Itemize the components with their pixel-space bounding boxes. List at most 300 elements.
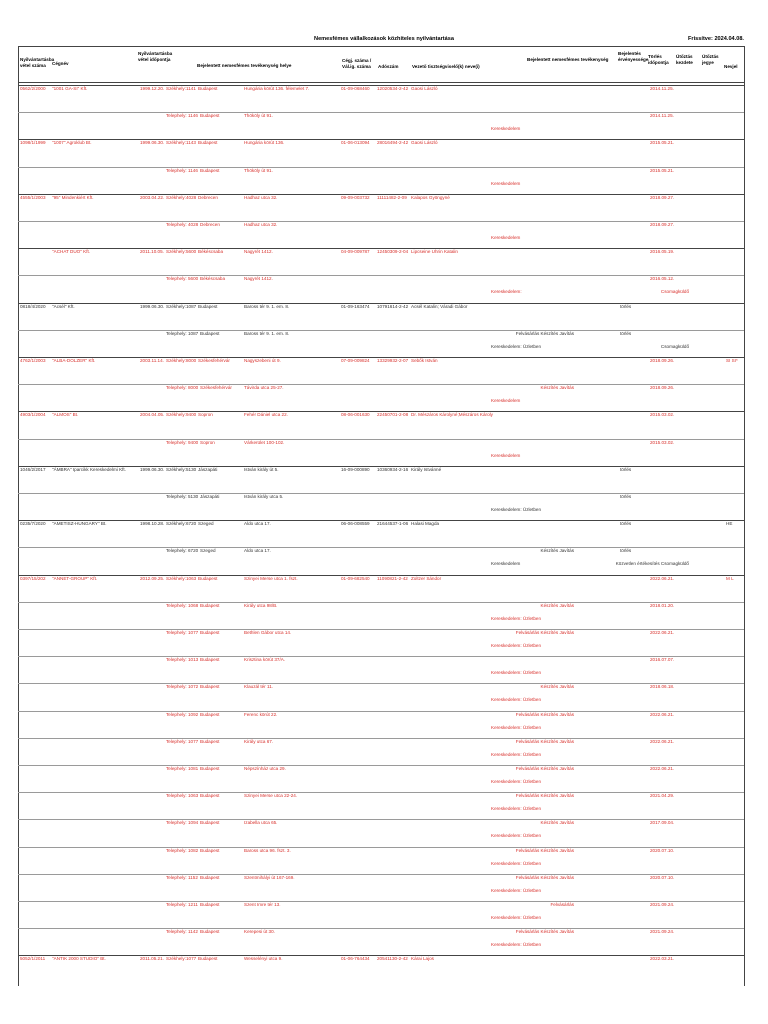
location-kind: Telephely: [166, 711, 187, 717]
location-kind: Telephely: [166, 548, 187, 554]
location-city: Békéscsaba [198, 249, 224, 255]
location-city: Budapest [200, 766, 220, 771]
address: Aldo utca 17. [244, 548, 271, 554]
col-header-product: Bejelentés érvényessége [618, 51, 649, 62]
address: Szinyei Merse utca 1. fszt. [244, 575, 298, 581]
cg-number: 01-09-163474 [341, 303, 370, 309]
row-divider [18, 656, 744, 657]
manager-name: Kárai Lajos [411, 956, 434, 962]
location-city: Debrecen [198, 194, 218, 200]
col-header-deleted: Törlés időpontja [648, 54, 669, 65]
cg-number: 01-06-764434 [341, 956, 370, 962]
entry-date: 2021.04.29. [650, 793, 675, 799]
category: Csomagküldő [660, 289, 689, 295]
location-zip: 8000 [188, 385, 199, 391]
location-zip: 1063 [188, 793, 199, 799]
company-name: "Acsél" Kft. [52, 303, 75, 309]
reg-number: 0562/2/2000 [20, 86, 46, 91]
address: Hungária körút 136. félemelet 7. [244, 86, 310, 91]
activity-trade: Kereskedelem: Üzletben [491, 806, 542, 812]
entry-date: 2018.06.18. [650, 684, 675, 690]
location-kind: Telephely: [166, 222, 187, 227]
location-zip: 1081 [188, 766, 199, 771]
reg-date: 2004.04.05. [140, 412, 165, 418]
location-kind: Telephely: [166, 874, 187, 880]
entry-date: 2018.09.26. [650, 358, 675, 363]
header-top-rule [18, 46, 744, 47]
row-divider [18, 439, 744, 440]
col-header-manager: Vezető tisztségviselő(k) neve(i) [412, 64, 480, 69]
reg-number: 4762/1/2003 [20, 358, 46, 363]
location-zip: 1141 [186, 86, 196, 91]
address: Baross tér 9. 1. em. 8. [244, 303, 290, 309]
entry-date: 2015.03.02. [650, 412, 675, 418]
row-divider [18, 275, 744, 276]
location-city: Budapest [200, 820, 220, 826]
activity-trade: Kereskedelem: Üzletben [491, 507, 542, 512]
activity-trade: Kereskedelem: Üzletben [491, 833, 542, 839]
activity-trade: Kereskedelem: Üzletben [491, 915, 542, 920]
reg-date: 1999.06.30. [140, 140, 165, 146]
cg-number: 09-09-003732 [341, 194, 370, 200]
location-kind: Székhely: [166, 303, 186, 309]
tax-number: 21644537-1-06 [377, 521, 409, 527]
entry-date: 2018.09.27. [650, 194, 675, 200]
location-city: Budapest [200, 929, 220, 935]
mark: HE [726, 521, 733, 527]
manager-name: Dr. Mészáros Károlyné;Mészáros Károly [411, 412, 493, 418]
activity-extra: Felvásárlás Készítés Javítás [515, 630, 574, 635]
location-zip: 5600 [186, 249, 197, 255]
location-city: Budapest [200, 630, 220, 635]
row-divider [18, 847, 744, 848]
company-name: "ANNET-GROUP" Kft. [52, 575, 98, 581]
row-divider [18, 819, 744, 820]
location-city: Jászapáti [198, 466, 218, 472]
manager-name: Király Istvánné [411, 466, 442, 472]
address: Baross tér 9. 1. em. 8. [244, 330, 290, 336]
location-kind: Telephely: [166, 630, 187, 635]
entry-date: 2022.06.21. [650, 738, 675, 744]
company-name: "1001 GA-SI" Kft. [52, 86, 88, 91]
activity-trade: Kereskedelem: Üzletben [491, 643, 542, 648]
row-divider [18, 112, 744, 113]
location-zip: 9400 [186, 412, 197, 418]
entry-date: 2022.03.21. [650, 956, 675, 962]
address: István király utca 5. [244, 494, 284, 499]
reg-number: 1046/2/2017 [20, 466, 46, 472]
tax-number: 28016494-2-42 [377, 140, 409, 146]
location-city: Békéscsaba [200, 276, 226, 282]
activity-trade: Kereskedelem: Üzletben [491, 724, 542, 730]
activity-extra: Felvásárlás Készítés Javítás [515, 929, 574, 935]
activity-extra: Készítés Javítás [540, 684, 574, 690]
activity-extra: Készítés Javítás [540, 385, 574, 391]
manager-name: Acsél Katalin; Váradi Gábor [411, 303, 468, 309]
manager-name: Zoltzer Sándor [411, 575, 442, 581]
location-zip: 6720 [188, 548, 199, 554]
deleted: törlés [620, 548, 632, 554]
entry-date: 2015.03.02. [650, 439, 675, 445]
reg-number: 5052/1/2011 [20, 956, 46, 962]
location-zip: 5130 [186, 466, 197, 472]
location-city: Sopron [200, 439, 215, 445]
row-divider [18, 738, 744, 739]
cg-number: 07-09-009824 [341, 358, 370, 363]
activity-trade: Kereskedelem: Üzletben [491, 860, 542, 866]
address: Nagyrét 1412. [244, 249, 273, 255]
col-header-reg-no: Nyilvántartásba vétel száma [20, 57, 55, 68]
col-header-mark: Nevjel [724, 64, 738, 69]
location-zip: 1068 [188, 602, 199, 608]
location-kind: Telephely: [166, 113, 187, 119]
address: Várkerület 100-102. [244, 439, 285, 445]
activity-extra: Felvásárlás Készítés Javítás [515, 330, 574, 336]
company-name: "ÁMBRA" Iparcikk Kereskedelmi Kft. [52, 466, 126, 472]
location-kind: Telephely: [166, 847, 187, 853]
col-header-stamp-type: Ütőztás jegye [702, 54, 719, 65]
location-zip: 1142 [188, 929, 198, 935]
location-kind: Telephely: [166, 602, 187, 608]
entry-date: 2022.06.21. [650, 575, 675, 581]
location-kind: Székhely: [166, 194, 186, 200]
entry-date: 2018.01.20. [650, 602, 675, 608]
address: Bethlen Gábor utca 14. [244, 630, 292, 635]
location-zip: 1094 [188, 820, 199, 826]
location-zip: 9400 [188, 439, 199, 445]
location-city: Budapest [198, 956, 218, 962]
tax-number: 11111482-2-09 [377, 194, 407, 200]
deleted: törlés [620, 494, 632, 499]
reg-date: 1998.10.28. [140, 521, 165, 527]
location-city: Budapest [198, 140, 218, 146]
manager-name: Gaosi László [411, 140, 438, 146]
entry-date: 2020.07.10. [650, 874, 675, 880]
address: Király utca 98/B. [244, 602, 278, 608]
location-kind: Székhely: [166, 956, 186, 962]
entry-date: 2016.05.19. [650, 249, 675, 255]
right-border [744, 46, 745, 986]
location-kind: Székhely: [166, 466, 186, 472]
activity-trade: Kereskedelem [491, 561, 521, 567]
location-zip: 4028 [186, 194, 197, 200]
address: Kerepesi út 30. [244, 929, 275, 935]
tax-number: 10360934-2-16 [377, 466, 409, 472]
company-name: "ACHAT DUO" Kft. [52, 249, 91, 255]
location-city: Debrecen [200, 222, 220, 227]
location-kind: Telephely: [166, 793, 187, 799]
tax-number: 12450309-2-04 [377, 249, 409, 255]
col-header-stamp-start: Ütőztás kezdete [676, 54, 693, 65]
location-kind: Telephely: [166, 902, 187, 907]
location-city: Budapest [200, 602, 220, 608]
manager-name: Halasi Magda [411, 521, 440, 527]
location-city: Budapest [200, 657, 220, 663]
deleted: törlés [620, 330, 632, 336]
location-kind: Székhely: [166, 412, 186, 418]
cg-number: 01-09-682540 [341, 575, 370, 581]
activity-trade: Kereskedelem [491, 452, 521, 458]
row-divider [18, 384, 744, 385]
activity-trade: Kereskedelem: Üzletben [491, 615, 542, 621]
updated-date: Frissítve: 2024.04.08. [688, 36, 744, 42]
location-city: Budapest [200, 113, 220, 119]
cg-number: 06-06-008559 [341, 521, 370, 527]
entry-date: 2021.09.24. [650, 929, 675, 935]
col-header-tax-no: Adószám [378, 64, 399, 69]
row-divider [18, 792, 744, 793]
company-name: "AMETISZ-HUNGARY" Bt. [52, 521, 107, 527]
location-kind: Telephely: [166, 929, 187, 935]
location-zip: 1152 [188, 874, 198, 880]
reg-date: 2011.10.05. [140, 249, 164, 255]
deleted: törlés [620, 303, 632, 309]
location-city: Budapest [200, 711, 220, 717]
location-city: Budapest [200, 684, 220, 690]
reg-date: 2003.11.14. [140, 358, 164, 363]
activity-trade: Kereskedelem: Üzletben [491, 751, 542, 757]
address: Király utca 67. [244, 738, 274, 744]
entry-date: 2020.07.10. [650, 847, 675, 853]
location-city: Szeged [200, 548, 216, 554]
activity-extra: Felvásárlás [550, 902, 574, 907]
entry-date: 2014.11.25. [650, 113, 674, 119]
col-header-company: Cégnév [52, 61, 69, 66]
manager-name: Lipcseine Uhrin Katalin [411, 249, 458, 255]
activity-extra: Felvásárlás Készítés Javítás [515, 874, 574, 880]
location-city: Budapest [200, 902, 220, 907]
address: Szinyei Merse utca 22-24. [244, 793, 298, 799]
entry-date: 2018.09.26. [650, 385, 675, 391]
activity-trade: Kereskedelem: Üzletben [491, 697, 542, 703]
location-zip: 1211 [188, 902, 198, 907]
address: Népszínház utca 29. [244, 766, 286, 771]
location-zip: 8000 [186, 358, 197, 363]
location-kind: Telephely: [166, 684, 187, 690]
location-zip: 1077 [186, 956, 197, 962]
address: Hadhaz utca 32. [244, 194, 278, 200]
address: Nagyszebeni út 9. [244, 358, 281, 363]
activity-trade: Kereskedelem: [491, 289, 522, 295]
company-name: "1007" Agroklub Bt. [52, 140, 92, 146]
category: Csomagküldő [660, 343, 689, 349]
reg-number: 0397/15/202 [20, 575, 46, 581]
header-bottom-rule [18, 82, 744, 83]
activity-extra: Készítés Javítás [540, 548, 574, 554]
reg-date: 2011.05.21. [140, 956, 164, 962]
address: Hungária körút 136. [244, 140, 285, 146]
mark: M L [726, 575, 734, 581]
row-divider [18, 901, 744, 902]
row-divider [18, 928, 744, 929]
row-divider [18, 221, 744, 222]
activity-extra: Készítés Javítás [540, 602, 574, 608]
location-zip: 1077 [188, 738, 199, 744]
entry-date: 2015.05.21. [650, 140, 675, 146]
cg-number: 16-09-000890 [341, 466, 370, 472]
location-zip: 1077 [188, 630, 199, 635]
row-divider [18, 493, 744, 494]
col-header-cg-no: Cégj. száma / Vál.ig. száma [342, 58, 372, 69]
company-name: "ALBA-DOLZER" Kft. [52, 358, 96, 363]
location-city: Budapest [198, 575, 218, 581]
row-divider [18, 167, 744, 168]
location-kind: Telephely: [166, 820, 187, 826]
reg-number: 0818/4/2020 [20, 303, 46, 309]
entry-date: 2021.09.24. [650, 902, 675, 907]
location-kind: Székhely: [166, 575, 186, 581]
reg-date: 1999.06.30. [140, 303, 165, 309]
location-zip: 1092 [188, 711, 199, 717]
tax-number: 11090821-2-42 [377, 575, 408, 581]
location-kind: Telephely: [166, 276, 187, 282]
activity-trade: Kereskedelem [491, 126, 521, 132]
activity-trade: Kereskedelem: Üzletben [491, 670, 542, 676]
address: Thököly út 91. [244, 167, 273, 173]
row-divider [18, 711, 744, 712]
address: Nagyrét 1412. [244, 276, 273, 282]
entry-date: 2017.09.04. [650, 820, 675, 826]
reg-number: 0235/7/2020 [20, 521, 46, 527]
location-city: Szeged [198, 521, 214, 527]
activity-trade: Kereskedelem [491, 180, 521, 186]
activity-trade: Kereskedelem: Üzletben [491, 779, 542, 784]
activity-extra: Felvásárlás Készítés Javítás [515, 738, 574, 744]
reg-date: 2003.04.22. [140, 194, 165, 200]
col-header-reg-date: Nyilvántartásba vétel időpontja [138, 51, 173, 62]
reg-number: 4555/1/2003 [20, 194, 46, 200]
address: Fehér Dániel utca 22. [244, 412, 288, 418]
address: Izabella utca 65. [244, 820, 278, 826]
location-kind: Székhely: [166, 521, 186, 527]
location-zip: 1146 [188, 167, 198, 173]
reg-date: 2012.09.25. [140, 575, 165, 581]
entry-date: 2022.06.21. [650, 711, 675, 717]
company-name: "95" Mindenkiért Kft. [52, 194, 94, 200]
location-zip: 1072 [188, 684, 199, 690]
manager-name: Kalapos Gyöngyné [411, 194, 450, 200]
tax-number: 12020534-2-42 [377, 86, 409, 91]
reg-date: 1999.12.20. [140, 86, 165, 91]
activity-extra: Felvásárlás Készítés Javítás [515, 793, 574, 799]
mark: SI SI* [726, 358, 738, 363]
location-city: Székesfehérvár [200, 385, 232, 391]
location-city: Budapest [200, 330, 220, 336]
location-zip: 6720 [186, 521, 197, 527]
address: István király út 5. [244, 466, 279, 472]
location-zip: 1013 [188, 657, 199, 663]
address: Wesselényi utca 9. [244, 956, 283, 962]
entry-date: 2015.05.21. [650, 167, 675, 173]
cg-number: 04-09-009787 [341, 249, 370, 255]
activity-extra: Felvásárlás Készítés Javítás [515, 766, 574, 771]
row-divider [18, 683, 744, 684]
activity-extra: Felvásárlás Készítés Javítás [515, 711, 574, 717]
location-zip: 5130 [188, 494, 199, 499]
location-city: Jászapáti [200, 494, 220, 499]
col-header-location: Bejelentett nemesfémes tevékenység helye [197, 63, 292, 68]
activity-trade: Kereskedelem: Üzletben [491, 942, 542, 948]
company-name: "ANTIK 2000 STUDIO" Bt. [52, 956, 106, 962]
reg-number: 4903/1/2004 [20, 412, 46, 418]
location-zip: 1063 [186, 575, 197, 581]
row-divider [18, 330, 744, 331]
row-divider [18, 629, 744, 630]
location-city: Budapest [200, 874, 220, 880]
location-city: Budapest [198, 86, 218, 91]
tax-number: 20541130-2-42 [377, 956, 408, 962]
activity-trade: Kereskedelem [491, 235, 521, 240]
activity-trade: Kereskedelem [491, 398, 521, 404]
location-kind: Székhely: [166, 358, 186, 363]
location-city: Budapest [200, 847, 220, 853]
row-divider [18, 547, 744, 548]
location-zip: 1143 [186, 140, 196, 146]
address: Aldo utca 17. [244, 521, 271, 527]
deleted: törlés [620, 466, 632, 472]
address: Krisztina körút 37/A. [244, 657, 286, 663]
location-zip: 1087 [186, 303, 197, 309]
location-kind: Telephely: [166, 439, 187, 445]
entry-date: 2022.06.21. [650, 766, 675, 771]
location-kind: Székhely: [166, 86, 186, 91]
location-kind: Telephely: [166, 167, 187, 173]
manager-name: Gaosi László [411, 86, 438, 91]
row-divider [18, 765, 744, 766]
address: Hadhaz utca 32. [244, 222, 278, 227]
tax-number: 10791614-2-42 [377, 303, 409, 309]
location-city: Budapest [200, 167, 220, 173]
address: Távirda utca 25-27. [244, 385, 284, 391]
tax-number: 22450701-2-08 [377, 412, 409, 418]
tax-number: 13329932-2-07 [377, 358, 409, 363]
cg-number: 01-09-068460 [341, 86, 370, 91]
location-city: Sopron [198, 412, 213, 418]
location-zip: 5600 [188, 276, 199, 282]
page-title: Nemesfémes vállalkozások közhiteles nyilvántartása [314, 36, 454, 42]
location-kind: Telephely: [166, 738, 187, 744]
location-kind: Székhely: [166, 140, 186, 146]
left-border [18, 46, 19, 986]
address: Szentmihályi út 167-169. [244, 874, 295, 880]
address: Szent Imre tér 13. [244, 902, 281, 907]
category: Közvetlen értékesítés Csomagküldő [615, 561, 689, 567]
location-city: Budapest [198, 303, 218, 309]
location-zip: 1087 [188, 330, 199, 336]
address: Thököly út 91. [244, 113, 273, 119]
activity-trade: Kereskedelem: Üzletben [491, 887, 542, 893]
location-kind: Telephely: [166, 385, 187, 391]
row-divider [18, 602, 744, 603]
location-zip: 1146 [188, 113, 198, 119]
entry-date: 2016.05.12. [650, 276, 675, 282]
cg-number: 08-06-001630 [341, 412, 370, 418]
entry-date: 2016.07.07. [650, 657, 675, 663]
reg-number: 1098/1/1999 [20, 140, 46, 146]
entry-date: 2018.09.27. [650, 222, 675, 227]
cg-number: 01-06-013094 [341, 140, 370, 146]
location-kind: Telephely: [166, 330, 187, 336]
location-zip: 1082 [188, 847, 199, 853]
entry-date: 2014.11.25. [650, 86, 674, 91]
activity-trade: Kereskedelem: Üzletben [491, 343, 542, 349]
address: Klauzál tér 11. [244, 684, 274, 690]
col-header-activity: Bejelentett nemesfémes tevékenység [527, 57, 609, 62]
row-divider [18, 874, 744, 875]
deleted: törlés [620, 521, 632, 527]
manager-name: Sebők István [411, 358, 438, 363]
entry-date: 2022.06.21. [650, 630, 675, 635]
